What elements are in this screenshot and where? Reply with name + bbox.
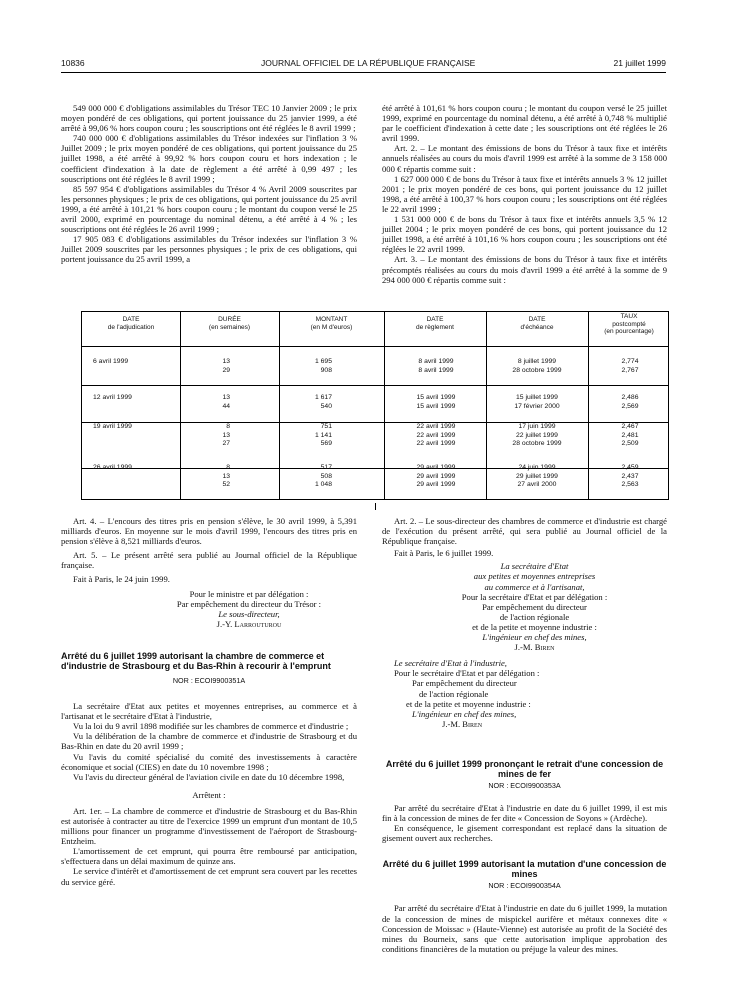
column-separator xyxy=(375,503,376,510)
signature-line: Par empêchement du directeur xyxy=(412,678,517,689)
table-cell-ech: 17 février 2000 xyxy=(514,402,560,410)
table-cell-regl: 15 avril 1999 xyxy=(416,394,456,401)
top-left-column xyxy=(61,103,357,265)
article-2: Art. 2. – Le sous-directeur des chambres de commerce et d'industrie est chargé de l'exécution du présent arrêté, qui sera publié au Journal officiel de la République française. xyxy=(382,516,667,547)
table-column-rule xyxy=(279,312,280,499)
table-cell-taux: 2,467 xyxy=(621,423,639,430)
paragraph: Vu la loi du 9 avril 1898 modifiée sur les chambres de commerce et d'industrie ; xyxy=(73,721,349,732)
table-cell-ech: 22 juillet 1999 xyxy=(516,431,558,439)
paragraph: 740 000 000 € d'obligations assimilables du Trésor indexées sur l'inflation 3 % Juillet 2009 ; le prix moyen pondéré de ces obligations, qui portent jouissance du 25 juillet 1998, a été arrêté à 99,92 % hors coupon couru et hors indexation ; le coefficient d'indexation à la date de règlement a été arrêté à 0,99 497 ; les souscriptions ont été réglées le 8 avril 1999 ; xyxy=(61,133,357,184)
table-cell-ech: 27 avril 2000 xyxy=(517,481,557,489)
paragraph: 17 905 083 € d'obligations assimilables du Trésor indexées sur l'inflation 3 % Juillet 2009 souscrites par les personnes physiques ; le prix de ces obligations, qui portent jouissance du 25 avril 1999, a xyxy=(61,234,357,265)
signatory-name: J.-Y. Larrouturou xyxy=(216,618,282,629)
article-2: Art. 2. – Le montant des émissions de bons du Trésor à taux fixe et intérêts annuels réalisées au cours du mois d'avril 1999 est arrêté à la somme de 3 158 000 000 € répartis comme suit : xyxy=(382,143,667,174)
page-number: 10836 xyxy=(61,58,85,68)
signature-line: La secrétaire d'Etat xyxy=(500,561,569,572)
table-cell-dur: 13 xyxy=(222,472,230,480)
table-cell-mont: 508 xyxy=(320,472,332,480)
signature-place-date: Fait à Paris, le 6 juillet 1999. xyxy=(394,548,494,559)
top-right-column xyxy=(382,103,667,285)
signatory-name: J.-M. Biren xyxy=(514,642,555,653)
table-cell-dur: 13 xyxy=(222,358,230,365)
arretent-heading: Arrêtent : xyxy=(192,789,226,800)
issuance-table xyxy=(81,311,669,500)
table-cell-taux: 2,459 xyxy=(621,464,639,471)
table-cell-dur: 13 xyxy=(222,431,230,439)
paragraph: En conséquence, le gisement correspondant est replacé dans la situation de gisement ouvert aux recherches. xyxy=(382,823,667,844)
signature-line: Pour la secrétaire d'Etat et par délégation : xyxy=(461,591,608,602)
table-cell-taux: 2,481 xyxy=(621,431,639,439)
table-header-cell: DATE de l'adjudication xyxy=(107,316,155,331)
paragraph: Par arrêté du secrétaire d'Etat à l'industrie en date du 6 juillet 1999, il est mis fin à la concession de mines de fer dite « Concession de Soyons » (Ardèche). xyxy=(382,802,667,824)
table-row-rule xyxy=(82,468,668,469)
journal-title: JOURNAL OFFICIEL DE LA RÉPUBLIQUE FRANÇAISE xyxy=(261,58,476,68)
table-cell-mont: 908 xyxy=(320,366,332,374)
signature-line: Pour le secrétaire d'Etat et par délégation : xyxy=(394,668,540,679)
table-cell-dur: 44 xyxy=(222,402,230,410)
table-cell-adjudication-date: 6 avril 1999 xyxy=(93,358,129,365)
signature-line: Le secrétaire d'Etat à l'industrie, xyxy=(394,658,507,669)
nor-reference: NOR : ECOI9900354A xyxy=(488,881,561,891)
table-cell-taux: 2,486 xyxy=(621,394,639,401)
table-row-rule xyxy=(82,385,668,386)
issue-date: 21 juillet 1999 xyxy=(613,58,666,68)
table-cell-mont: 1 048 xyxy=(314,481,332,489)
decree-title: Arrêté du 6 juillet 1999 autorisant la mutation d'une concession de mines xyxy=(382,859,667,880)
table-cell-regl: 22 avril 1999 xyxy=(416,431,456,439)
article-5: Art. 5. – Le présent arrêté sera publié au Journal officiel de la République française. xyxy=(61,550,357,571)
signature-line: Le sous-directeur, xyxy=(218,608,280,619)
bottom-left-column xyxy=(61,516,357,887)
bottom-right-column xyxy=(382,516,667,954)
paragraph: Par arrêté du secrétaire d'Etat à l'industrie en date du 6 juillet 1999, la mutation de la concession de mines de mispickel aurifère et métaux connexes dite « Concession de Moissac » (Haute-Vienne) est autorisée au profit de la Société des mines du Bourneix, sans que cette autorisation implique approbation des conditions financières de la mutation ou préjuge la valeur des mines. xyxy=(382,903,667,954)
article-1: Art. 1er. – La chambre de commerce et d'industrie de Strasbourg et du Bas-Rhin est autorisée à contracter au titre de l'exercice 1999 un emprunt d'un montant de 10,5 millions pour financer un programme d'investissement de l'aéroport de Strasbourg-Entzheim. xyxy=(61,805,357,847)
signature-line: Par empêchement du directeur du Trésor : xyxy=(176,598,322,609)
table-cell-adjudication-date: 12 avril 1999 xyxy=(93,394,132,401)
table-cell-mont: 1 695 xyxy=(314,358,332,365)
decree-title: Arrêté du 6 juillet 1999 autorisant la chambre de commerce et d'industrie de Strasbourg et du Bas-Rhin à recourir à l'emprunt xyxy=(61,650,331,671)
table-cell-ech: 17 juin 1999 xyxy=(518,423,556,430)
table-cell-regl: 8 avril 1999 xyxy=(418,358,454,365)
table-row-rule xyxy=(82,346,668,347)
article-3: Art. 3. – Le montant des émissions de bons du Trésor à taux fixe et intérêts précomptés réalisées au cours du mois d'avril 1999 a été arrêté à la somme de 9 294 000 000 € répartis comme suit : xyxy=(382,254,667,285)
table-cell-adjudication-date: 19 avril 1999 xyxy=(93,423,132,430)
table-header-cell: MONTANT (en M d'euros) xyxy=(310,316,353,331)
signature-line: Par empêchement du directeur xyxy=(482,601,587,612)
table-cell-mont: 540 xyxy=(320,402,332,410)
signatory-name: J.-M. Biren xyxy=(442,718,483,729)
table-cell-dur: 8 xyxy=(226,464,230,471)
table-cell-regl: 29 avril 1999 xyxy=(416,481,456,489)
table-cell-taux: 2,509 xyxy=(621,440,639,448)
table-cell-mont: 1 141 xyxy=(314,431,332,439)
table-header-cell: DURÉE (en semaines) xyxy=(208,316,251,331)
signature-line: et de la petite et moyenne industrie : xyxy=(472,621,597,632)
signature-place-date: Fait à Paris, le 24 juin 1999. xyxy=(73,574,170,585)
signature-line: de l'action régionale xyxy=(499,611,570,622)
table-cell-ech: 24 juin 1999 xyxy=(518,464,556,471)
table-cell-ech: 28 octobre 1999 xyxy=(512,440,562,448)
paragraph: 549 000 000 € d'obligations assimilables du Trésor TEC 10 Janvier 2009 ; le prix moyen pondéré de ces obligations, qui portent jouissance du 25 janvier 1999, a été arrêté à 99,06 % hors coupon couru ; les souscriptions ont été réglées le 8 avril 1999 ; xyxy=(61,103,357,134)
paragraph: La secrétaire d'Etat aux petites et moyennes entreprises, au commerce et à l'artisanat et le secrétaire d'Etat à l'industrie, xyxy=(61,701,357,722)
table-column-rule xyxy=(588,312,589,499)
table-cell-mont: 517 xyxy=(320,464,332,471)
decree-title: Arrêté du 6 juillet 1999 prononçant le retrait d'une concession de mines de fer xyxy=(385,758,664,779)
table-cell-regl: 15 avril 1999 xyxy=(416,402,456,410)
table-cell-taux: 2,774 xyxy=(621,358,639,365)
signature-line: au commerce et à l'artisanat, xyxy=(484,581,585,592)
table-cell-ech: 29 juillet 1999 xyxy=(516,472,558,480)
table-cell-dur: 13 xyxy=(222,394,230,401)
table-cell-regl: 29 avril 1999 xyxy=(416,464,456,471)
table-column-rule xyxy=(384,312,385,499)
table-cell-regl: 29 avril 1999 xyxy=(416,472,456,480)
paragraph: 85 597 954 € d'obligations assimilables du Trésor 4 % Avril 2009 souscrites par les personnes physiques ; le prix de ces obligations, qui portent jouissance du 25 avril 1999, a été arrêté à 101,21 % hors coupon couru ; le montant du coupon versé le 25 avril 2000, exprimé en pourcentage du nominal détenu, a été arrêté à 4 % ; les souscriptions ont été réglées le 26 avril 1999 ; xyxy=(61,183,357,235)
nor-reference: NOR : ECOI9900351A xyxy=(172,675,246,685)
table-cell-dur: 8 xyxy=(226,423,230,430)
table-cell-taux: 2,437 xyxy=(621,472,639,480)
signature-line: L'ingénieur en chef des mines, xyxy=(482,632,587,643)
table-cell-regl: 22 avril 1999 xyxy=(416,440,456,448)
signature-line: aux petites et moyennes entreprises xyxy=(473,571,596,582)
table-cell-ech: 28 octobre 1999 xyxy=(512,366,562,374)
paragraph: Vu l'avis du directeur général de l'aviation civile en date du 10 décembre 1998, xyxy=(73,771,345,782)
table-cell-dur: 29 xyxy=(222,366,230,374)
table-cell-adjudication-date: 26 avril 1999 xyxy=(93,464,132,471)
table-cell-taux: 2,563 xyxy=(621,481,639,489)
paragraph: 1 627 000 000 € de bons du Trésor à taux fixe et intérêts annuels 3 % 12 juillet 2001 ; le prix moyen pondéré de ces bons, qui portent jouissance du 12 juillet 1998, a été arrêté à 100,37 % hors coupon couru ; les souscriptions ont été réglées le 22 avril 1999 ; xyxy=(382,173,667,214)
article-4: Art. 4. – L'encours des titres pris en pension s'élève, le 30 avril 1999, à 5,391 milliards d'euros. En moyenne sur le mois d'avril 1999, l'encours des titres pris en pension s'élève à 8,521 milliards d'euros. xyxy=(61,516,357,547)
nor-reference: NOR : ECOI9900353A xyxy=(488,780,561,790)
paragraph: Vu l'avis du comité spécialisé du comité des investissements à caractère économique et social (CIES) en date du 10 novembre 1998 ; xyxy=(61,751,357,772)
table-column-rule xyxy=(486,312,487,499)
table-cell-ech: 15 juillet 1999 xyxy=(516,394,558,401)
table-cell-regl: 8 avril 1999 xyxy=(418,366,454,374)
paragraph: Vu la délibération de la chambre de commerce et d'industrie de Strasbourg et du Bas-Rhin en date du 20 avril 1999 ; xyxy=(61,731,357,752)
signature-line: L'ingénieur en chef des mines, xyxy=(412,708,517,719)
table-cell-regl: 22 avril 1999 xyxy=(416,423,456,430)
table-cell-mont: 751 xyxy=(320,423,332,430)
table-header-cell: DATE d'échéance xyxy=(520,316,554,331)
header-rule xyxy=(61,72,666,73)
paragraph: 1 531 000 000 € de bons du Trésor à taux fixe et intérêts annuels 3,5 % 12 juillet 2004 ; le prix moyen pondéré de ces bons, qui portent jouissance du 12 juillet 1998, a été arrêté à 101,16 % hors coupon couru ; les souscriptions ont été réglées le 22 avril 1999. xyxy=(382,214,667,255)
table-row-rule xyxy=(82,422,668,423)
table-cell-mont: 569 xyxy=(320,440,332,448)
table-header-cell: DATE de règlement xyxy=(416,316,454,331)
signature-line: Pour le ministre et par délégation : xyxy=(189,588,309,599)
table-cell-ech: 8 juillet 1999 xyxy=(517,358,557,365)
table-cell-dur: 27 xyxy=(222,440,230,448)
paragraph: été arrêté à 101,61 % hors coupon couru ; le montant du coupon versé le 25 juillet 1999, exprimé en pourcentage du nominal détenu, a été arrêté à 0,748 % multiplié par le coefficient d'indexation à cette date ; les souscriptions ont été réglées le 26 avril 1999. xyxy=(382,103,667,144)
signature-line: et de la petite et moyenne industrie : xyxy=(406,698,531,709)
signature-line: de l'action régionale xyxy=(419,688,489,699)
paragraph: L'amortissement de cet emprunt, qui pourra être remboursé par anticipation, s'effectuera dans un délai maximum de quinze ans. xyxy=(61,846,357,867)
table-cell-taux: 2,569 xyxy=(621,402,639,410)
table-cell-mont: 1 617 xyxy=(314,394,332,401)
table-header-cell: TAUX postcompté (en pourcentage) xyxy=(604,313,654,336)
table-cell-dur: 52 xyxy=(222,481,230,489)
page-header xyxy=(61,58,666,72)
paragraph: Le service d'intérêt et d'amortissement de cet emprunt sera couvert par les recettes du service géré. xyxy=(61,866,357,887)
table-cell-taux: 2,767 xyxy=(621,366,639,374)
table-column-rule xyxy=(180,312,181,499)
